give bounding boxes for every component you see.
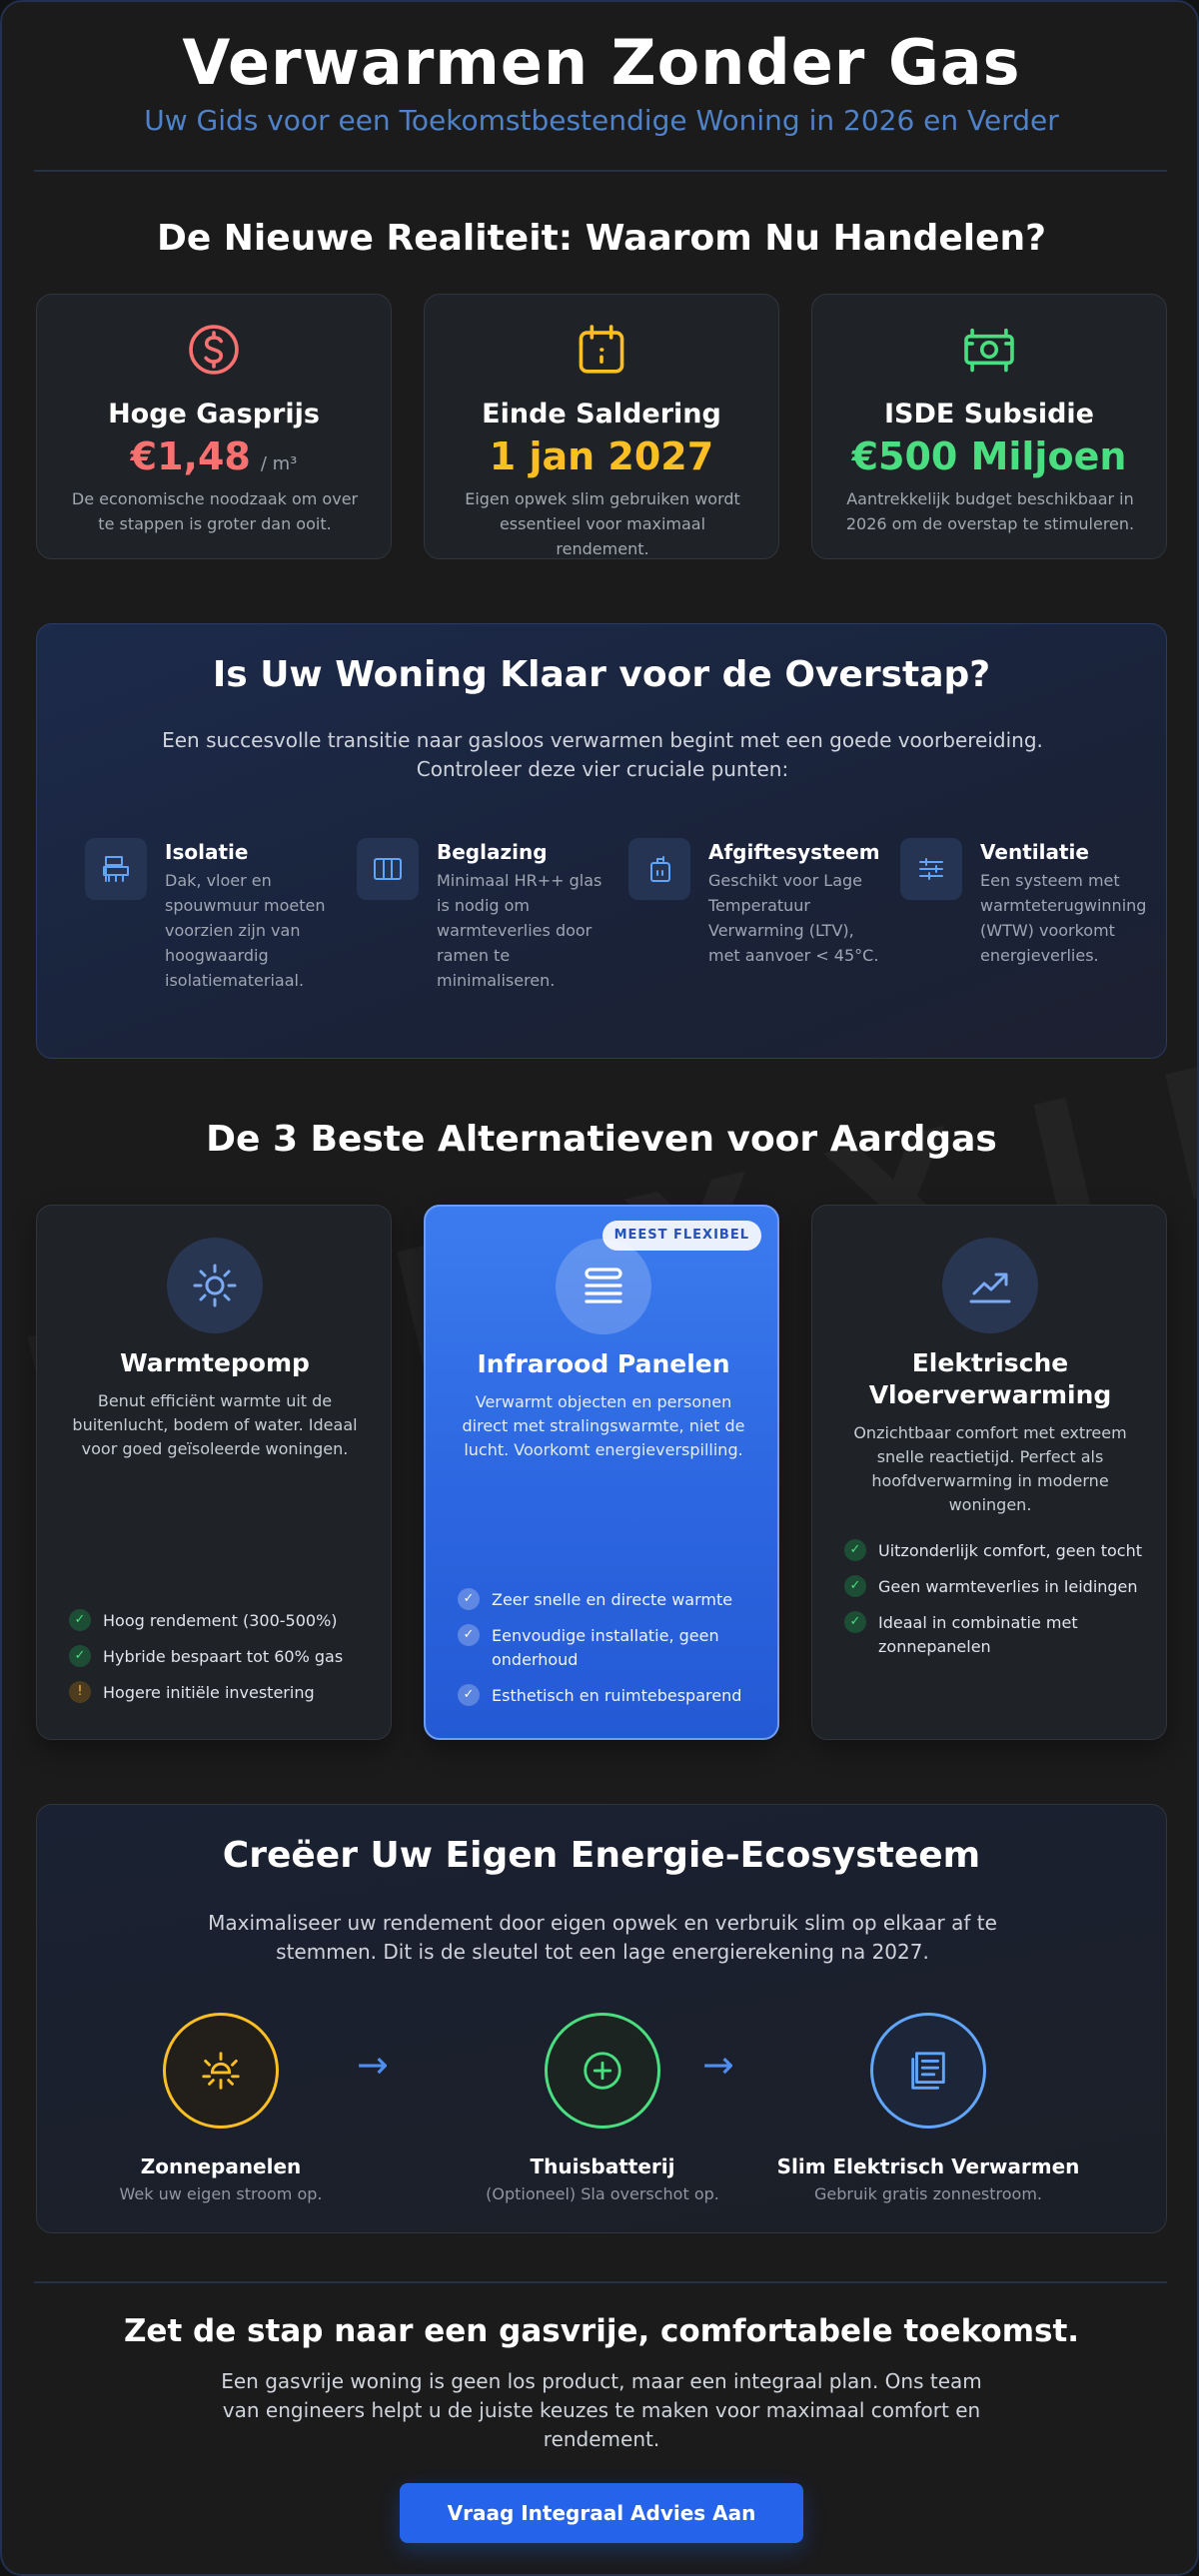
- alt-description: Onzichtbaar comfort met extreem snelle reactietijd. Perfect als hoofdverwarming in moderne woningen.: [853, 1423, 1127, 1514]
- eco-step-name: Thuisbatterij: [530, 2154, 675, 2178]
- alt-title: Infrarood Panelen: [477, 1349, 730, 1378]
- request-advice-button[interactable]: Vraag Integraal Advies Aan: [400, 2483, 803, 2543]
- stat-card-gas-price: [36, 294, 392, 559]
- ecosystem-title: Creëer Uw Eigen Energie-Ecosysteem: [222, 1835, 981, 1876]
- divider: [34, 2281, 1167, 2283]
- alt-card-warmtepomp[interactable]: [36, 1205, 392, 1740]
- alt-title: Warmtepomp: [120, 1348, 310, 1377]
- window-icon: [357, 838, 419, 900]
- eco-step-description: Gebruik gratis zonnestroom.: [814, 2184, 1042, 2203]
- trend-up-icon: [942, 1238, 1038, 1333]
- sun-icon: [167, 1238, 263, 1333]
- alt-title: Elektrische Vloerverwarming: [868, 1348, 1112, 1409]
- arrow-right-icon: →: [357, 2043, 389, 2087]
- alt-card-vloerverwarming[interactable]: [811, 1205, 1167, 1740]
- stat-value: 1 jan 2027: [489, 434, 714, 478]
- feature-item: ✓ Zeer snelle en directe warmte: [458, 1588, 757, 1612]
- check-icon: ✓: [844, 1611, 866, 1633]
- stat-description: Aantrekkelijk budget beschikbaar in 2026 om de overstap te stimuleren.: [845, 489, 1135, 533]
- feature-item: ✓ Hoog rendement (300-500%): [69, 1609, 369, 1633]
- battery-icon: [545, 2013, 660, 2129]
- check-description: Minimaal HR++ glas is nodig om warmteverlies door ramen te minimaliseren.: [437, 871, 602, 990]
- check-icon: ✓: [458, 1588, 480, 1610]
- check-description: Dak, vloer en spouwmuur moeten voorzien zijn van hoogwaardig isolatiemateriaal.: [165, 871, 326, 990]
- feature-item: ✓ Ideaal in combinatie met zonnepanelen: [844, 1611, 1144, 1659]
- stat-value: €500 Miljoen: [851, 434, 1127, 478]
- check-icon: ✓: [458, 1624, 480, 1646]
- solar-icon: [163, 2013, 279, 2129]
- check-icon: ✓: [458, 1684, 480, 1706]
- check-icon: ✓: [69, 1609, 91, 1631]
- feature-list: [844, 1539, 1144, 1671]
- check-icon: ✓: [844, 1539, 866, 1561]
- ecosystem-intro: Maximaliseer uw rendement door eigen opwek en verbruik slim op elkaar af te stemmen. Dit is de sleutel tot een lage energierekening na 2027.: [208, 1911, 997, 1964]
- check-icon: ✓: [69, 1645, 91, 1667]
- eco-step-description: (Optioneel) Sla overschot op.: [486, 2184, 719, 2203]
- stat-label: ISDE Subsidie: [884, 399, 1094, 429]
- check-name: Beglazing: [437, 840, 548, 864]
- check-icon: ✓: [844, 1575, 866, 1597]
- calendar-icon: [425, 321, 778, 379]
- stat-label: Hoge Gasprijs: [108, 399, 320, 429]
- money-icon: [812, 321, 1166, 379]
- alt-card-infrarood[interactable]: [424, 1205, 779, 1740]
- feature-item: ✓ Esthetisch en ruimtebesparend: [458, 1684, 757, 1708]
- check-description: Geschikt voor Lage Temperatuur Verwarming (LTV), met aanvoer < 45°C.: [708, 871, 879, 965]
- reality-title: De Nieuwe Realiteit: Waarom Nu Handelen?: [156, 218, 1047, 259]
- featured-badge: MEEST FLEXIBEL: [602, 1221, 761, 1251]
- radiator-icon: [628, 838, 690, 900]
- eco-step-name: Zonnepanelen: [140, 2154, 302, 2178]
- readiness-intro: Een succesvolle transitie naar gasloos verwarmen begint met een goede voorbereiding. Controleer deze vier cruciale punten:: [162, 728, 1043, 781]
- stat-card-saldering: [424, 294, 779, 559]
- readiness-panel: [36, 623, 1167, 1059]
- ecosystem-panel: [36, 1804, 1167, 2233]
- stat-card-isde: [811, 294, 1167, 559]
- alternatives-title: De 3 Beste Alternatieven voor Aardgas: [206, 1119, 997, 1160]
- check-name: Ventilatie: [980, 840, 1089, 864]
- cta-title: Zet de stap naar een gasvrije, comfortabele toekomst.: [123, 2313, 1080, 2349]
- smart-heating-icon: [870, 2013, 986, 2129]
- cta-text: Een gasvrije woning is geen los product, maar een integraal plan. Ons team van engineers helpt u de juiste keuzes te maken voor maximaal comfort en rendement.: [221, 2369, 982, 2451]
- divider: [34, 170, 1167, 172]
- readiness-title: Is Uw Woning Klaar voor de Overstap?: [212, 654, 991, 695]
- eco-step-description: Wek uw eigen stroom op.: [119, 2184, 323, 2203]
- stat-description: De economische noodzaak om over te stappen is groter dan ooit.: [71, 489, 359, 533]
- feature-list: [69, 1609, 369, 1717]
- stat-value: €1,48 / m³: [130, 434, 298, 478]
- check-name: Afgiftesysteem: [708, 840, 880, 864]
- stat-description: Eigen opwek slim gebruiken wordt essentieel voor maximaal rendement.: [465, 489, 740, 558]
- check-name: Isolatie: [165, 840, 249, 864]
- stat-unit: / m³: [260, 453, 298, 474]
- stat-label: Einde Saldering: [482, 399, 721, 429]
- feature-item: ! Hogere initiële investering: [69, 1681, 369, 1705]
- feature-item: ✓ Geen warmteverlies in leidingen: [844, 1575, 1144, 1599]
- alt-description: Verwarmt objecten en personen direct met stralingswarmte, niet de lucht. Voorkomt energieverspilling.: [462, 1392, 745, 1459]
- page-subtitle: Uw Gids voor een Toekomstbestendige Woning in 2026 en Verder: [144, 104, 1059, 137]
- warning-icon: !: [69, 1681, 91, 1703]
- page-title: Verwarmen Zonder Gas: [182, 26, 1021, 99]
- check-description: Een systeem met warmteterugwinning (WTW) voorkomt energieverlies.: [980, 871, 1147, 965]
- coin-icon: [37, 321, 391, 379]
- ventilation-icon: [900, 838, 962, 900]
- eco-step-name: Slim Elektrisch Verwarmen: [776, 2154, 1080, 2178]
- feature-item: ✓ Hybride bespaart tot 60% gas: [69, 1645, 369, 1669]
- feature-item: ✓ Uitzonderlijk comfort, geen tocht: [844, 1539, 1144, 1563]
- feature-item: ✓ Eenvoudige installatie, geen onderhoud: [458, 1624, 757, 1672]
- insulation-icon: [85, 838, 147, 900]
- infrared-panel-icon: [556, 1239, 651, 1334]
- arrow-right-icon: →: [702, 2043, 734, 2087]
- alt-description: Benut efficiënt warmte uit de buitenlucht, bodem of water. Ideaal voor goed geïsoleerde woningen.: [72, 1391, 358, 1458]
- feature-list: [458, 1588, 757, 1720]
